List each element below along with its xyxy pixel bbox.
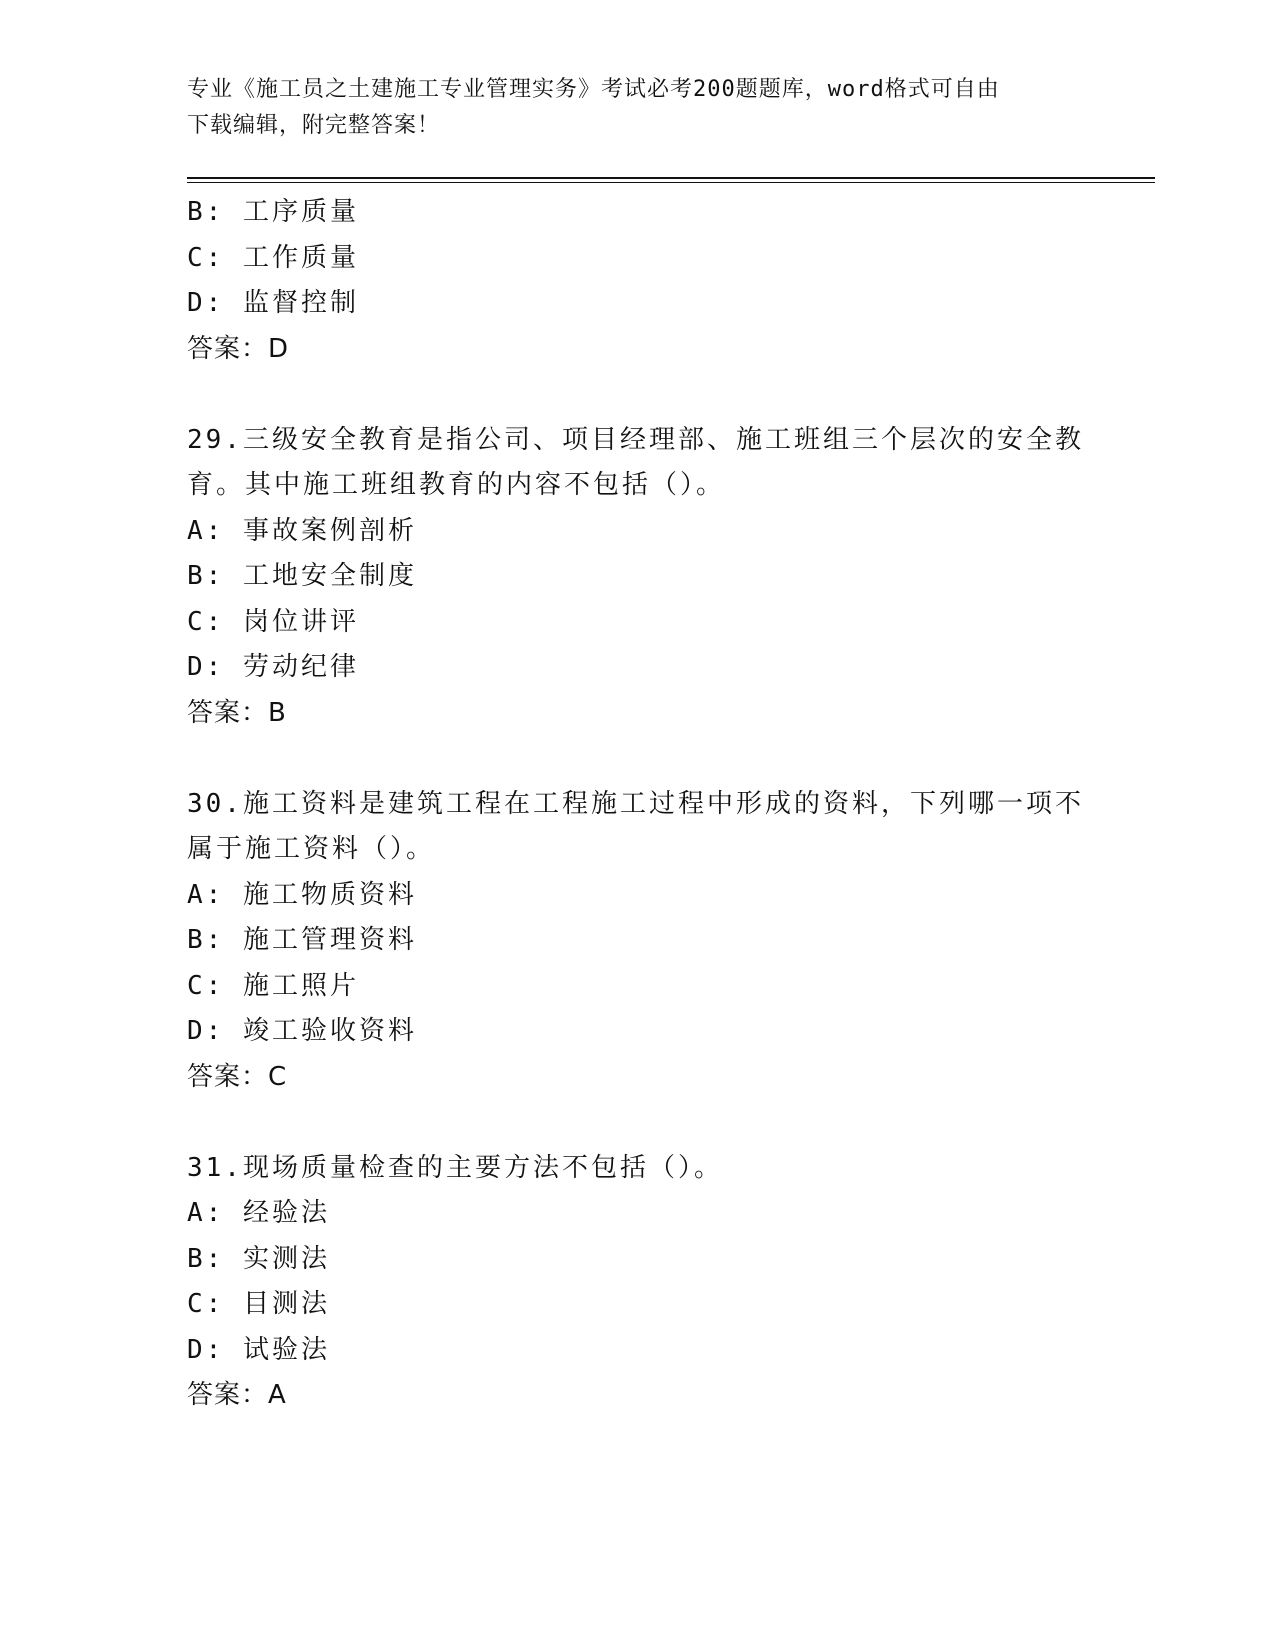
- prev-question-tail: [187, 190, 1087, 372]
- spacer: [187, 736, 1087, 782]
- header-divider-thin: [187, 182, 1155, 183]
- question-29: [187, 418, 1087, 737]
- answer: 答案：D: [187, 333, 290, 364]
- option-d: D: 竣工验收资料: [187, 1016, 417, 1046]
- spacer: [187, 372, 1087, 418]
- option-c: C: 施工照片: [187, 970, 359, 1001]
- header-line-1: 专业《施工员之土建施工专业管理实务》考试必考200题题库，word格式可自由: [187, 77, 1000, 102]
- answer: 答案：A: [187, 1380, 287, 1410]
- header-divider-thick: [187, 177, 1155, 179]
- question-30: [187, 782, 1087, 1101]
- question-31: [187, 1146, 1087, 1419]
- answer: 答案：B: [187, 697, 287, 728]
- question-list: [187, 190, 1087, 1419]
- question-stem-cont: 属于施工资料（）。: [187, 834, 436, 864]
- option-d: D: 试验法: [187, 1334, 330, 1365]
- option-c: C: 目测法: [187, 1289, 330, 1319]
- option-a: A: 施工物质资料: [187, 879, 417, 910]
- option-a: A: 经验法: [187, 1198, 330, 1228]
- option-c: C: 岗位讲评: [187, 606, 359, 637]
- answer: 答案：C: [187, 1061, 288, 1092]
- option-a: A: 事故案例剖析: [187, 515, 417, 546]
- option-b: B: 工地安全制度: [187, 561, 417, 591]
- question-stem-cont: 育。其中施工班组教育的内容不包括（）。: [187, 470, 726, 500]
- option-b: B: 施工管理资料: [187, 925, 417, 955]
- question-stem: 29.三级安全教育是指公司、项目经理部、施工班组三个层次的安全教: [187, 424, 1084, 455]
- header-line-2: 下载编辑，附完整答案！: [187, 113, 441, 138]
- document-header: [187, 72, 1087, 144]
- spacer: [187, 1100, 1087, 1146]
- option-b: B: 工序质量: [187, 197, 359, 227]
- option-d: D: 监督控制: [187, 288, 359, 318]
- option-d: D: 劳动纪律: [187, 652, 359, 682]
- question-stem: 31.现场质量检查的主要方法不包括（）。: [187, 1152, 723, 1183]
- option-c: C: 工作质量: [187, 242, 359, 273]
- question-stem: 30.施工资料是建筑工程在工程施工过程中形成的资料，下列哪一项不: [187, 788, 1084, 819]
- option-b: B: 实测法: [187, 1243, 330, 1274]
